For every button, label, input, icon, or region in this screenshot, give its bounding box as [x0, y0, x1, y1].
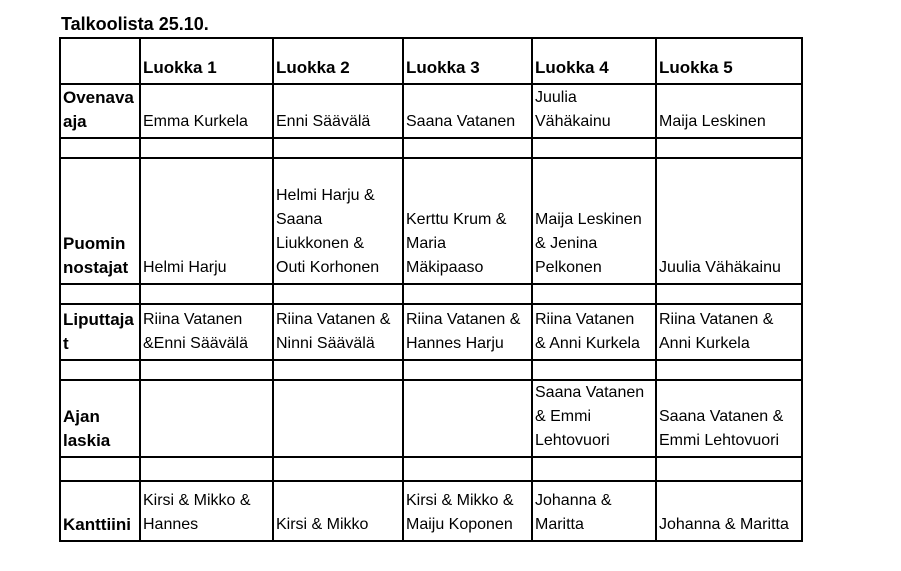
empty-cell — [140, 284, 273, 304]
table-row — [60, 380, 802, 457]
column-header: Luokka 1 — [140, 38, 273, 84]
table-cell: Johanna & Maritta — [532, 481, 656, 541]
table-header-row — [60, 38, 802, 84]
table-cell — [403, 380, 532, 457]
empty-cell — [532, 138, 656, 158]
empty-cell — [403, 138, 532, 158]
row-label: Puomin nostajat — [60, 158, 140, 284]
empty-cell — [532, 284, 656, 304]
row-label: Ajan laskia — [60, 380, 140, 457]
spacer-row — [60, 360, 802, 380]
column-header: Luokka 5 — [656, 38, 802, 84]
empty-cell — [140, 457, 273, 481]
table-row — [60, 304, 802, 360]
spacer-row — [60, 284, 802, 304]
table-cell: Helmi Harju — [140, 158, 273, 284]
table-cell: Kirsi & Mikko — [273, 481, 403, 541]
spacer-row — [60, 457, 802, 481]
table-cell: Saana Vatanen & Emmi Lehtovuori — [656, 380, 802, 457]
table-cell: Juulia Vähäkainu — [532, 84, 656, 138]
empty-cell — [532, 457, 656, 481]
corner-cell — [60, 38, 140, 84]
table-row — [60, 84, 802, 138]
table-cell: Kerttu Krum & Maria Mäkipaaso — [403, 158, 532, 284]
table-cell: Johanna & Maritta — [656, 481, 802, 541]
empty-cell — [273, 284, 403, 304]
empty-cell — [656, 284, 802, 304]
empty-cell — [140, 360, 273, 380]
column-header: Luokka 2 — [273, 38, 403, 84]
table-row — [60, 158, 802, 284]
empty-cell — [656, 360, 802, 380]
table-cell — [140, 380, 273, 457]
table-cell: Maija Leskinen & Jenina Pelkonen — [532, 158, 656, 284]
empty-cell — [273, 138, 403, 158]
column-header: Luokka 4 — [532, 38, 656, 84]
empty-cell — [403, 360, 532, 380]
empty-cell — [403, 284, 532, 304]
table-cell: Riina Vatanen & Anni Kurkela — [656, 304, 802, 360]
empty-cell — [656, 138, 802, 158]
table-cell: Helmi Harju & Saana Liukkonen & Outi Korhonen — [273, 158, 403, 284]
table-cell: Maija Leskinen — [656, 84, 802, 138]
empty-cell — [273, 360, 403, 380]
volunteer-table — [59, 37, 803, 542]
empty-cell — [140, 138, 273, 158]
table-row — [60, 481, 802, 541]
row-label: Ovenava aja — [60, 84, 140, 138]
empty-cell — [60, 457, 140, 481]
table-cell: Kirsi & Mikko & Hannes — [140, 481, 273, 541]
table-cell: Saana Vatanen & Emmi Lehtovuori — [532, 380, 656, 457]
empty-cell — [273, 457, 403, 481]
column-header: Luokka 3 — [403, 38, 532, 84]
empty-cell — [656, 457, 802, 481]
row-label: Liputtaja t — [60, 304, 140, 360]
table-cell: Riina Vatanen & Hannes Harju — [403, 304, 532, 360]
page-title: Talkoolista 25.10. — [61, 14, 209, 34]
empty-cell — [60, 360, 140, 380]
empty-cell — [60, 138, 140, 158]
table-cell: Riina Vatanen & Ninni Säävälä — [273, 304, 403, 360]
table-cell: Riina Vatanen & Anni Kurkela — [532, 304, 656, 360]
empty-cell — [60, 284, 140, 304]
table-cell: Emma Kurkela — [140, 84, 273, 138]
table-cell: Saana Vatanen — [403, 84, 532, 138]
table-cell: Juulia Vähäkainu — [656, 158, 802, 284]
empty-cell — [403, 457, 532, 481]
spacer-row — [60, 138, 802, 158]
table-cell: Riina Vatanen &Enni Säävälä — [140, 304, 273, 360]
table-cell: Kirsi & Mikko & Maiju Koponen — [403, 481, 532, 541]
empty-cell — [532, 360, 656, 380]
row-label: Kanttiini — [60, 481, 140, 541]
table-cell: Enni Säävälä — [273, 84, 403, 138]
table-cell — [273, 380, 403, 457]
